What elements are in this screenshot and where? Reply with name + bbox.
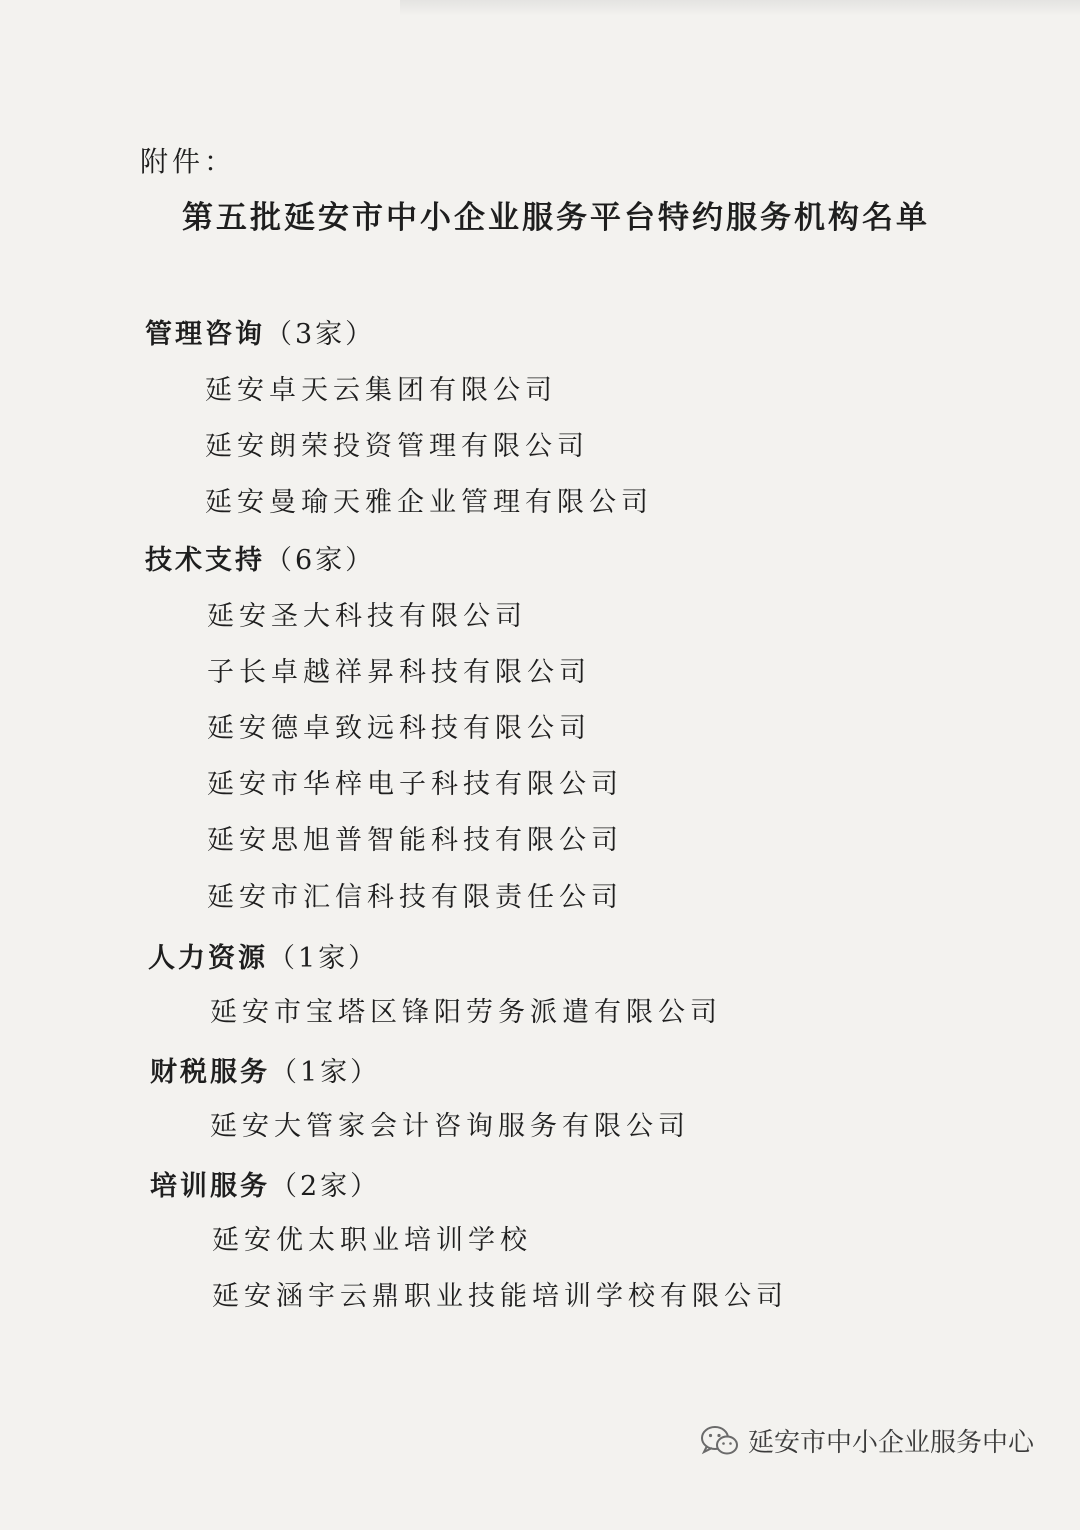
list-item: 延安圣大科技有限公司: [207, 601, 527, 632]
list-item: 延安德卓致远科技有限公司: [207, 713, 591, 744]
scan-edge: [400, 0, 1080, 16]
category-name: 财税服务: [150, 1057, 270, 1088]
category-count: （3家）: [265, 319, 376, 350]
category-count: （1家）: [270, 1057, 381, 1088]
category-heading: [148, 936, 378, 975]
category-name: 人力资源: [148, 943, 268, 974]
category-heading: [150, 1164, 380, 1203]
category-count: （6家）: [265, 545, 376, 576]
list-item: 延安卓天云集团有限公司: [205, 375, 557, 406]
wechat-icon: [700, 1424, 740, 1458]
list-item: 子长卓越祥昇科技有限公司: [207, 657, 591, 688]
watermark: [700, 1422, 1034, 1459]
list-item: 延安优太职业培训学校: [212, 1225, 532, 1256]
list-item: 延安市汇信科技有限责任公司: [207, 882, 623, 913]
list-item: 延安朗荣投资管理有限公司: [205, 431, 589, 462]
list-item: 延安市宝塔区锋阳劳务派遣有限公司: [210, 997, 722, 1028]
category-name: 技术支持: [145, 545, 265, 576]
category-heading: [145, 538, 375, 577]
list-item: 延安大管家会计咨询服务有限公司: [210, 1111, 690, 1142]
list-item: 延安涵宇云鼎职业技能培训学校有限公司: [212, 1281, 788, 1312]
list-item: 延安曼瑜天雅企业管理有限公司: [205, 487, 653, 518]
list-item: 延安思旭普智能科技有限公司: [207, 825, 623, 856]
document-title: 第五批延安市中小企业服务平台特约服务机构名单: [182, 200, 930, 236]
category-count: （1家）: [268, 943, 379, 974]
watermark-text: 延安市中小企业服务中心: [748, 1428, 1035, 1458]
category-name: 培训服务: [150, 1171, 270, 1202]
category-count: （2家）: [270, 1171, 381, 1202]
list-item: 延安市华梓电子科技有限公司: [207, 769, 623, 800]
attachment-label: 附件：: [140, 145, 237, 178]
category-name: 管理咨询: [145, 319, 265, 350]
category-heading: [150, 1050, 380, 1089]
category-heading: [145, 312, 375, 351]
